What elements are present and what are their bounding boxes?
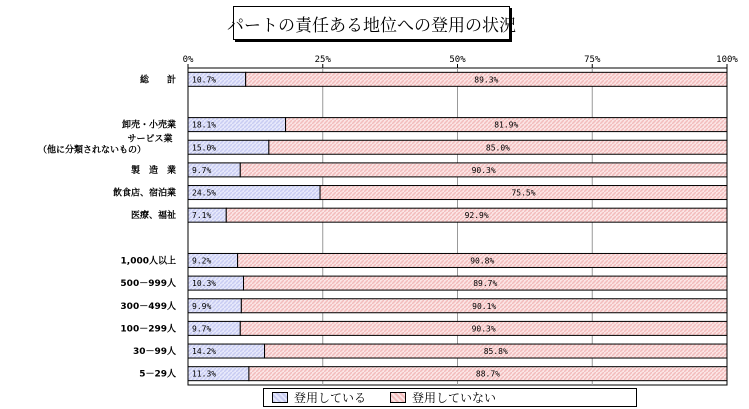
data-label-used: 10.7% xyxy=(192,75,217,85)
category-label-sub: （他に分類されないもの） xyxy=(37,145,147,156)
legend-item-used xyxy=(272,389,366,406)
data-label-used: 9.9% xyxy=(192,301,212,311)
data-label-not-used: 81.9% xyxy=(494,120,519,130)
data-label-used: 24.5% xyxy=(192,188,217,198)
data-label-not-used: 89.3% xyxy=(474,75,499,85)
category-label: 総 計 xyxy=(139,75,176,86)
data-label-used: 14.2% xyxy=(192,347,217,357)
data-label-not-used: 90.3% xyxy=(471,165,496,175)
x-tick-label: 100% xyxy=(716,55,738,65)
data-label-used: 7.1% xyxy=(192,211,212,221)
data-label-used: 11.3% xyxy=(192,369,217,379)
data-label-not-used: 85.8% xyxy=(483,347,508,357)
data-label-used: 9.7% xyxy=(192,324,212,334)
legend-label-not-used: 登用していない xyxy=(412,391,497,405)
x-tick-label: 0% xyxy=(182,55,194,65)
data-label-not-used: 90.1% xyxy=(472,301,497,311)
data-label-not-used: 90.8% xyxy=(470,256,495,266)
legend-label-used: 登用している xyxy=(294,391,367,405)
category-label: 100－299人 xyxy=(120,324,176,335)
data-label-used: 9.2% xyxy=(192,256,212,266)
data-label-not-used: 85.0% xyxy=(485,143,510,153)
category-label: 1,000人以上 xyxy=(120,256,176,267)
category-label: 飲食店、宿泊業 xyxy=(112,188,176,199)
legend-swatch-used xyxy=(272,392,288,403)
category-label: 500－999人 xyxy=(120,279,176,290)
data-label-not-used: 92.9% xyxy=(464,211,489,221)
category-label: 医療、福祉 xyxy=(130,211,176,222)
data-label-used: 9.7% xyxy=(192,165,212,175)
data-label-not-used: 90.3% xyxy=(471,324,496,334)
category-label: サービス業 xyxy=(127,134,173,145)
data-label-used: 10.3% xyxy=(192,279,217,289)
data-label-used: 15.0% xyxy=(192,143,217,153)
category-label: 30－99人 xyxy=(132,347,176,358)
data-label-not-used: 88.7% xyxy=(475,369,501,379)
legend-swatch-not-used xyxy=(390,392,406,403)
category-label: 卸売・小売業 xyxy=(121,120,176,131)
category-label: 300－499人 xyxy=(120,301,176,312)
legend-item-not-used xyxy=(390,389,496,406)
x-tick-label: 50% xyxy=(449,55,466,65)
data-label-not-used: 89.7% xyxy=(473,279,498,289)
x-tick-label: 25% xyxy=(314,55,331,65)
category-label: 製 造 業 xyxy=(130,165,176,176)
category-label: 5－29人 xyxy=(139,369,176,380)
data-label-not-used: 75.5% xyxy=(511,188,536,198)
x-tick-label: 75% xyxy=(584,55,601,65)
legend xyxy=(263,388,637,407)
chart-title: パートの責任ある地位への登用の状況 xyxy=(233,6,510,40)
data-label-used: 18.1% xyxy=(192,120,217,130)
